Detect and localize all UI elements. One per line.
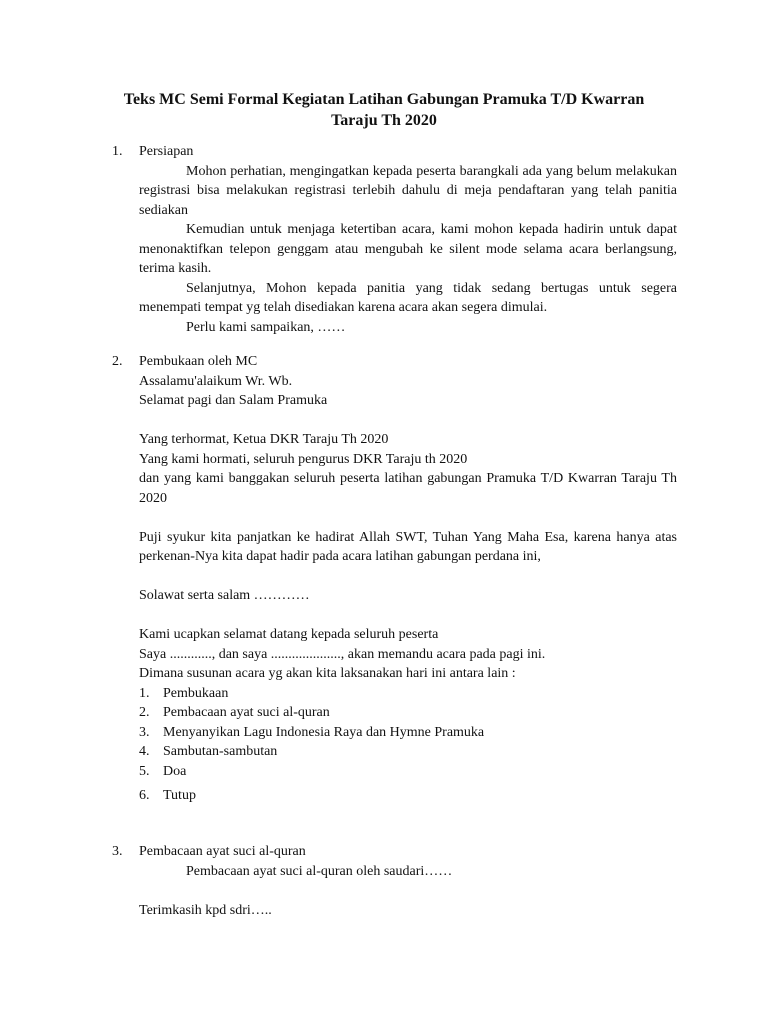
welcome-line: Kami ucapkan selamat datang kepada seluruh peserta <box>139 627 439 642</box>
agenda-item <box>139 703 677 723</box>
agenda-text: Sambutan-sambutan <box>163 744 278 759</box>
agenda-item <box>139 762 677 782</box>
solawat-line: Solawat serta salam ………… <box>139 588 310 603</box>
paragraph: Selanjutnya, Mohon kepada panitia yang tidak sedang bertugas untuk segera menempati tempat yg telah disediakan karena acara akan segera dimulai. <box>139 280 677 315</box>
agenda-text: Menyanyikan Lagu Indonesia Raya dan Hymne Pramuka <box>163 724 485 740</box>
section-number: 2. <box>112 354 123 369</box>
section-persiapan <box>112 142 677 337</box>
welcome-line: Saya ............, dan saya ...................., akan memandu acara pada pagi ini. <box>139 646 546 662</box>
agenda-number: 1. <box>139 685 150 701</box>
welcome-line: Dimana susunan acara yg akan kita laksanakan hari ini antara lain : <box>139 666 516 681</box>
paragraph: Terimkasih kpd sdri….. <box>139 902 272 918</box>
greeting-line: Selamat pagi dan Salam Pramuka <box>139 393 328 408</box>
section-number: 3. <box>112 844 123 859</box>
section-pembukaan <box>112 352 677 806</box>
agenda-item <box>139 786 677 806</box>
paragraph: Pembacaan ayat suci al-quran oleh saudari…… <box>186 863 453 879</box>
agenda-item <box>139 684 677 704</box>
section-heading-label: Pembukaan oleh MC <box>139 354 258 369</box>
section-heading-label: Pembacaan ayat suci al-quran <box>139 844 306 859</box>
section-pembacaan <box>112 842 677 920</box>
agenda-item <box>139 742 677 762</box>
agenda-item <box>139 723 677 743</box>
honor-line: Yang terhormat, Ketua DKR Taraju Th 2020 <box>139 432 389 447</box>
agenda-number: 2. <box>139 705 150 720</box>
agenda-list <box>139 684 677 806</box>
section-heading <box>112 352 677 372</box>
agenda-text: Pembukaan <box>163 685 229 701</box>
greeting-line: Assalamu'alaikum Wr. Wb. <box>139 373 293 389</box>
agenda-number: 3. <box>139 724 150 740</box>
agenda-text: Tutup <box>163 788 196 803</box>
agenda-text: Pembacaan ayat suci al-quran <box>163 705 330 720</box>
honor-line: Yang kami hormati, seluruh pengurus DKR Taraju th 2020 <box>139 451 468 467</box>
paragraph: Kemudian untuk menjaga ketertiban acara, kami mohon kepada hadirin untuk dapat menonaktifkan telepon genggam atau mengubah ke silent mode selama acara berlangsung, terima kasih. <box>139 222 677 276</box>
agenda-number: 5. <box>139 763 150 779</box>
section-number: 1. <box>112 144 123 159</box>
gratitude-paragraph: Puji syukur kita panjatkan ke hadirat Allah SWT, Tuhan Yang Maha Esa, karena hanya atas perkenan-Nya kita dapat hadir pada acara latihan gabungan perdana ini, <box>139 529 677 564</box>
agenda-number: 6. <box>139 788 150 803</box>
paragraph: Mohon perhatian, mengingatkan kepada peserta barangkali ada yang belum melakukan registrasi bisa melakukan registrasi terlebih dahulu di meja pendaftaran yang telah panitia sediakan <box>139 163 677 218</box>
section-heading-label: Persiapan <box>139 144 194 159</box>
agenda-number: 4. <box>139 744 150 759</box>
paragraph: Perlu kami sampaikan, …… <box>186 319 346 335</box>
document-title: Teks MC Semi Formal Kegiatan Latihan Gabungan Pramuka T/D Kwarran Taraju Th 2020 <box>123 91 645 129</box>
honor-paragraph: dan yang kami banggakan seluruh peserta latihan gabungan Pramuka T/D Kwarran Taraju Th 2020 <box>139 471 677 506</box>
section-heading <box>112 142 677 162</box>
section-heading <box>112 842 677 862</box>
agenda-text: Doa <box>163 763 187 779</box>
